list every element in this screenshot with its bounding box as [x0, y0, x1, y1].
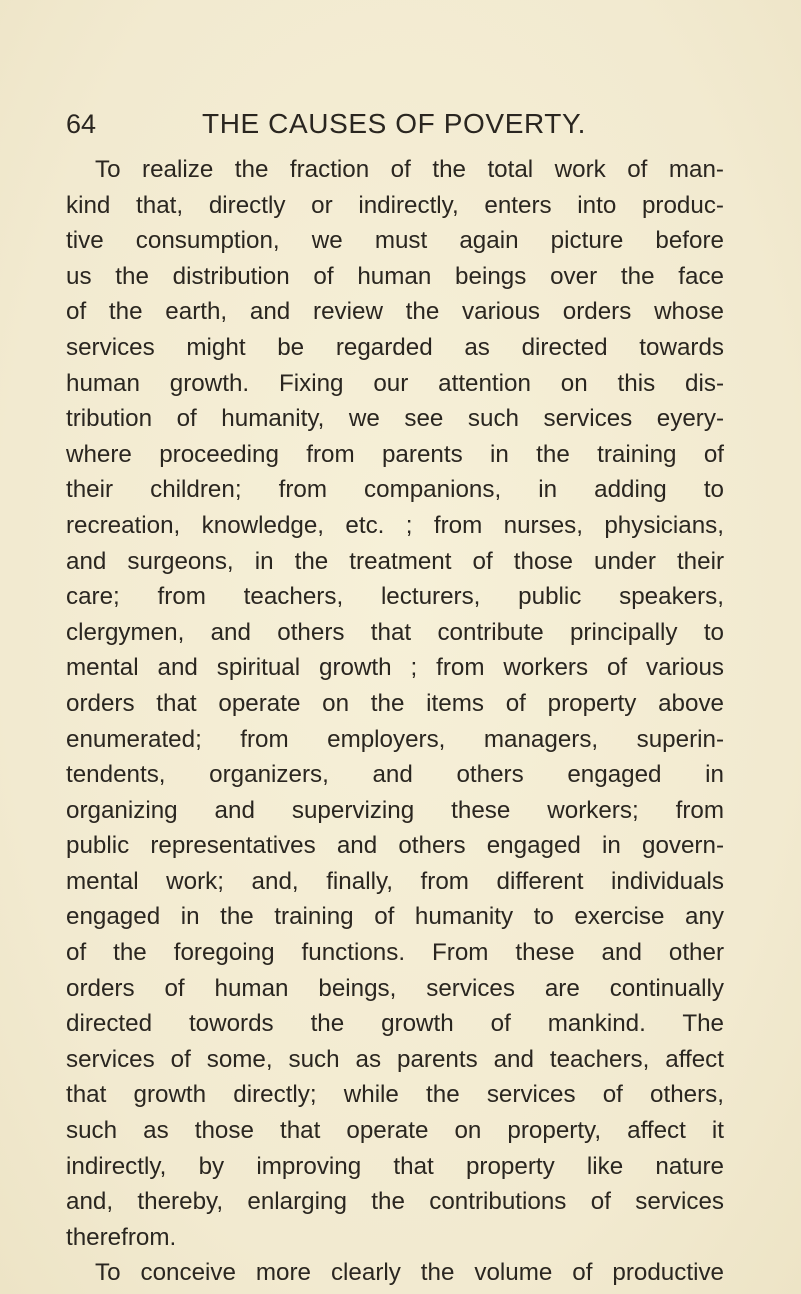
text-line: mental and spiritual growth ; from workers of various: [66, 654, 724, 682]
text-line: indirectly, by improving that property like nature: [66, 1152, 724, 1180]
text-line: services might be regarded as directed towards: [66, 333, 724, 361]
text-line: kind that, directly or indirectly, enters into produc-: [66, 191, 724, 219]
text-line: care; from teachers, lecturers, public speakers,: [66, 583, 724, 611]
text-line: where proceeding from parents in the training of: [66, 440, 724, 468]
text-line: clergymen, and others that contribute principally to: [66, 618, 724, 646]
text-line: human growth. Fixing our attention on this dis-: [66, 369, 724, 397]
text-line: recreation, knowledge, etc. ; from nurses, physicians,: [66, 511, 724, 539]
text-line: engaged in the training of humanity to exercise any: [66, 903, 724, 931]
text-line: mental work; and, finally, from different individuals: [66, 867, 724, 895]
body-text: [66, 152, 724, 1291]
running-title: THE CAUSES OF POVERTY.: [202, 108, 587, 139]
text-line: enumerated; from employers, managers, superin-: [66, 725, 724, 753]
text-line: that growth directly; while the services of others,: [66, 1081, 724, 1109]
text-line: To realize the fraction of the total work of man-: [95, 156, 724, 183]
text-line: us the distribution of human beings over the face: [66, 262, 724, 290]
text-line: tendents, organizers, and others engaged in: [66, 761, 724, 789]
text-line: and surgeons, in the treatment of those under their: [66, 547, 724, 575]
page-header: [66, 104, 716, 144]
page-number: 64: [66, 109, 97, 139]
text-line: orders of human beings, services are continually: [66, 974, 724, 1002]
text-line: tribution of humanity, we see such services eyery-: [66, 405, 724, 433]
text-line: of the earth, and review the various orders whose: [66, 298, 724, 326]
text-line: orders that operate on the items of property above: [66, 689, 724, 717]
text-line: tive consumption, we must again picture before: [66, 227, 724, 255]
text-line: therefrom.: [66, 1223, 177, 1251]
text-line: organizing and supervizing these workers; from: [66, 796, 724, 824]
text-line: their children; from companions, in adding to: [66, 476, 724, 504]
text-line: and, thereby, enlarging the contributions of services: [66, 1188, 724, 1216]
text-line: services of some, such as parents and teachers, affect: [66, 1045, 724, 1073]
text-line: public representatives and others engaged in govern-: [66, 832, 724, 860]
text-line: To conceive more clearly the volume of productive: [95, 1259, 724, 1287]
text-line: such as those that operate on property, affect it: [66, 1117, 724, 1145]
text-line: directed towords the growth of mankind. The: [66, 1010, 724, 1038]
text-line: of the foregoing functions. From these and other: [66, 939, 724, 967]
